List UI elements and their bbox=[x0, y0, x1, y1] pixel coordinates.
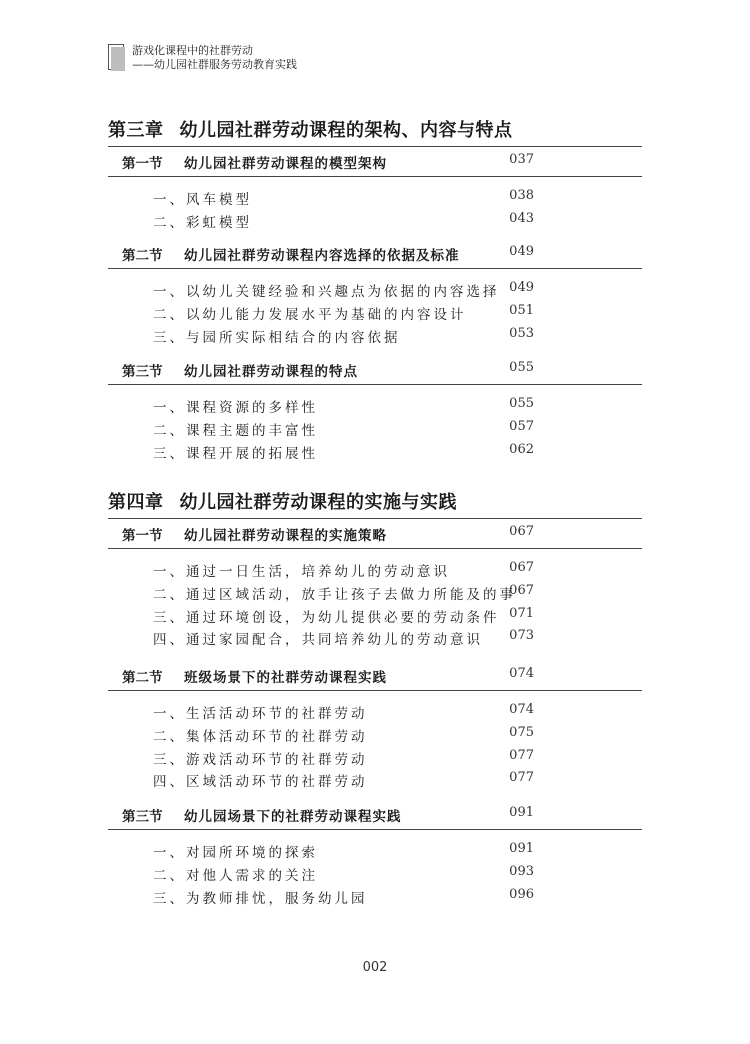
item-title: 二、集体活动环节的社群劳动 bbox=[153, 728, 368, 745]
item-page-number: 075 bbox=[509, 724, 534, 740]
section-page-number: 091 bbox=[509, 805, 534, 820]
section-divider bbox=[108, 548, 642, 549]
item-page-number: 077 bbox=[509, 747, 534, 763]
running-header-text bbox=[132, 44, 297, 72]
item-title: 三、为教师排忧，服务幼儿园 bbox=[153, 890, 368, 907]
item-page-number: 067 bbox=[509, 582, 534, 598]
chapter-heading[interactable] bbox=[108, 116, 513, 142]
section-page-number: 074 bbox=[509, 666, 534, 681]
section-page-number: 055 bbox=[509, 360, 534, 375]
item-title: 三、课程开展的拓展性 bbox=[153, 445, 318, 462]
section-title: 幼儿园社群劳动课程的实施策略 bbox=[184, 528, 387, 544]
item-title: 四、通过家园配合，共同培养幼儿的劳动意识 bbox=[153, 632, 483, 649]
item-title: 三、与园所实际相结合的内容依据 bbox=[153, 329, 401, 346]
section-label: 第三节 bbox=[122, 364, 163, 380]
item-title: 一、风车模型 bbox=[153, 192, 252, 208]
item-page-number: 043 bbox=[509, 210, 534, 226]
item-title: 一、生活活动环节的社群劳动 bbox=[153, 706, 368, 722]
item-title: 一、课程资源的多样性 bbox=[153, 400, 318, 416]
section-title: 班级场景下的社群劳动课程实践 bbox=[184, 670, 387, 686]
item-page-number: 067 bbox=[509, 560, 534, 575]
item-page-number: 062 bbox=[509, 441, 534, 457]
item-title: 二、对他人需求的关注 bbox=[153, 867, 318, 884]
item-title: 三、游戏活动环节的社群劳动 bbox=[153, 751, 368, 768]
item-page-number: 074 bbox=[509, 702, 534, 717]
item-title: 一、以幼儿关键经验和兴趣点为依据的内容选择 bbox=[153, 284, 500, 300]
chapter-divider bbox=[108, 518, 642, 519]
chapter-title: 幼儿园社群劳动课程的架构、内容与特点 bbox=[179, 120, 513, 141]
item-title: 三、通过环境创设，为幼儿提供必要的劳动条件 bbox=[153, 609, 500, 626]
section-divider bbox=[108, 829, 642, 830]
section-label: 第一节 bbox=[122, 156, 163, 172]
section-title: 幼儿园社群劳动课程的特点 bbox=[184, 364, 358, 380]
section-title: 幼儿园场景下的社群劳动课程实践 bbox=[184, 809, 402, 825]
book-icon bbox=[108, 44, 126, 72]
item-page-number: 051 bbox=[509, 302, 534, 318]
section-label: 第三节 bbox=[122, 809, 163, 825]
item-page-number: 077 bbox=[509, 770, 534, 786]
chapter-divider bbox=[108, 146, 642, 147]
section-label: 第二节 bbox=[122, 248, 163, 264]
item-title: 二、通过区域活动，放手让孩子去做力所能及的事 bbox=[153, 586, 516, 603]
section-page-number: 037 bbox=[509, 152, 534, 167]
item-page-number: 049 bbox=[509, 280, 534, 295]
item-title: 二、彩虹模型 bbox=[153, 214, 252, 231]
section-label: 第二节 bbox=[122, 670, 163, 686]
item-page-number: 057 bbox=[509, 418, 534, 434]
section-divider bbox=[108, 690, 642, 691]
item-page-number: 053 bbox=[509, 325, 534, 341]
item-page-number: 038 bbox=[509, 188, 534, 203]
section-divider bbox=[108, 176, 642, 177]
section-page-number: 049 bbox=[509, 244, 534, 259]
item-page-number: 055 bbox=[509, 396, 534, 411]
item-page-number: 073 bbox=[509, 628, 534, 644]
item-page-number: 093 bbox=[509, 863, 534, 879]
item-page-number: 071 bbox=[509, 605, 534, 621]
book-subtitle: ——幼儿园社群服务劳动教育实践 bbox=[132, 58, 297, 71]
running-header bbox=[108, 44, 297, 72]
chapter-title: 幼儿园社群劳动课程的实施与实践 bbox=[179, 492, 457, 513]
section-title: 幼儿园社群劳动课程内容选择的依据及标准 bbox=[184, 248, 460, 264]
item-page-number: 096 bbox=[509, 886, 534, 902]
section-title: 幼儿园社群劳动课程的模型架构 bbox=[184, 156, 387, 172]
section-label: 第一节 bbox=[122, 528, 163, 544]
section-divider bbox=[108, 384, 642, 385]
item-title: 二、课程主题的丰富性 bbox=[153, 422, 318, 439]
page-number: 002 bbox=[362, 960, 388, 975]
item-title: 一、通过一日生活，培养幼儿的劳动意识 bbox=[153, 564, 450, 580]
item-page-number: 091 bbox=[509, 841, 534, 856]
book-title: 游戏化课程中的社群劳动 bbox=[132, 44, 253, 57]
chapter-label: 第四章 bbox=[108, 492, 164, 513]
section-divider bbox=[108, 268, 642, 269]
chapter-label: 第三章 bbox=[108, 120, 164, 141]
item-title: 二、以幼儿能力发展水平为基础的内容设计 bbox=[153, 306, 467, 323]
chapter-heading[interactable] bbox=[108, 488, 457, 514]
section-page-number: 067 bbox=[509, 524, 534, 539]
item-title: 四、区域活动环节的社群劳动 bbox=[153, 774, 368, 791]
item-title: 一、对园所环境的探索 bbox=[153, 845, 318, 861]
